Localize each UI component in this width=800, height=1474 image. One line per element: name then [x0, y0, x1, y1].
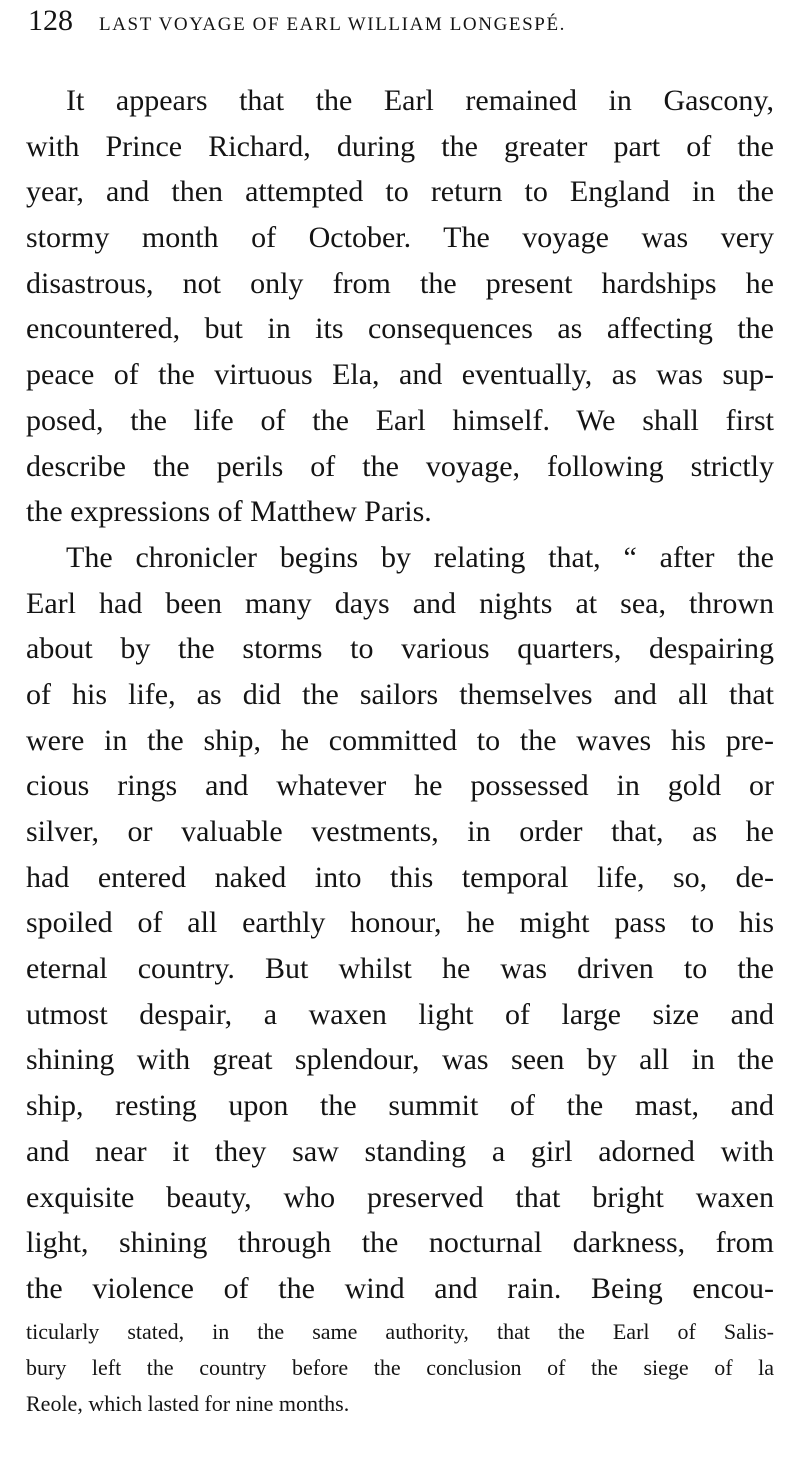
- body-line: the expressions of Matthew Paris.: [26, 495, 432, 529]
- body-line: Earl had been many days and nights at sea, thrown: [26, 586, 774, 620]
- footnote-line: ticularly stated, in the same authority, that the Earl of Salis-: [26, 1319, 774, 1344]
- body-line: light, shining through the nocturnal darkness, from: [26, 1226, 774, 1260]
- body-line: spoiled of all earthly honour, he might pass to his: [26, 906, 774, 940]
- body-line: utmost despair, a waxen light of large size and: [26, 997, 774, 1031]
- body-line: encountered, but in its consequences as affecting the: [26, 312, 774, 346]
- body-line: silver, or valuable vestments, in order that, as he: [26, 815, 774, 848]
- body-line: cious rings and whatever he possessed in gold or: [26, 769, 774, 803]
- body-line: exquisite beauty, who preserved that bright waxen: [26, 1180, 774, 1214]
- body-line: had entered naked into this temporal life, so, de-: [26, 860, 774, 894]
- body-line: posed, the life of the Earl himself. We shall first: [26, 403, 774, 437]
- page-number: 128: [28, 4, 73, 37]
- body-line: the violence of the wind and rain. Being encou-: [26, 1271, 774, 1305]
- body-line: shining with great splendour, was seen by all in the: [26, 1043, 774, 1077]
- running-head: [28, 4, 778, 44]
- footnote: [26, 1314, 774, 1422]
- body-line: eternal country. But whilst he was driven to the: [26, 952, 774, 986]
- body-line: It appears that the Earl remained in Gascony,: [66, 84, 774, 117]
- body-line: with Prince Richard, during the greater part of the: [26, 129, 774, 163]
- body-text: [26, 78, 774, 1312]
- body-line: peace of the virtuous Ela, and eventually, as was sup-: [26, 358, 774, 392]
- footnote-line: bury left the country before the conclusion of the siege of la: [26, 1355, 774, 1380]
- body-line: describe the perils of the voyage, following strictly: [26, 449, 774, 483]
- body-line: and near it they saw standing a girl adorned with: [26, 1134, 774, 1168]
- body-line: stormy month of October. The voyage was very: [26, 221, 774, 255]
- body-line: ship, resting upon the summit of the mast, and: [26, 1089, 774, 1123]
- body-line: were in the ship, he committed to the waves his pre-: [26, 723, 774, 757]
- footnote-line: Reole, which lasted for nine months.: [26, 1391, 350, 1416]
- body-line: about by the storms to various quarters, despairing: [26, 632, 774, 666]
- body-line: The chronicler begins by relating that, “ after the: [66, 540, 774, 574]
- body-line: disastrous, not only from the present hardships he: [26, 266, 774, 300]
- body-line: year, and then attempted to return to England in the: [26, 175, 774, 209]
- running-title: LAST VOYAGE OF EARL WILLIAM LONGESPÉ.: [99, 14, 566, 35]
- body-line: of his life, as did the sailors themselves and all that: [26, 677, 774, 711]
